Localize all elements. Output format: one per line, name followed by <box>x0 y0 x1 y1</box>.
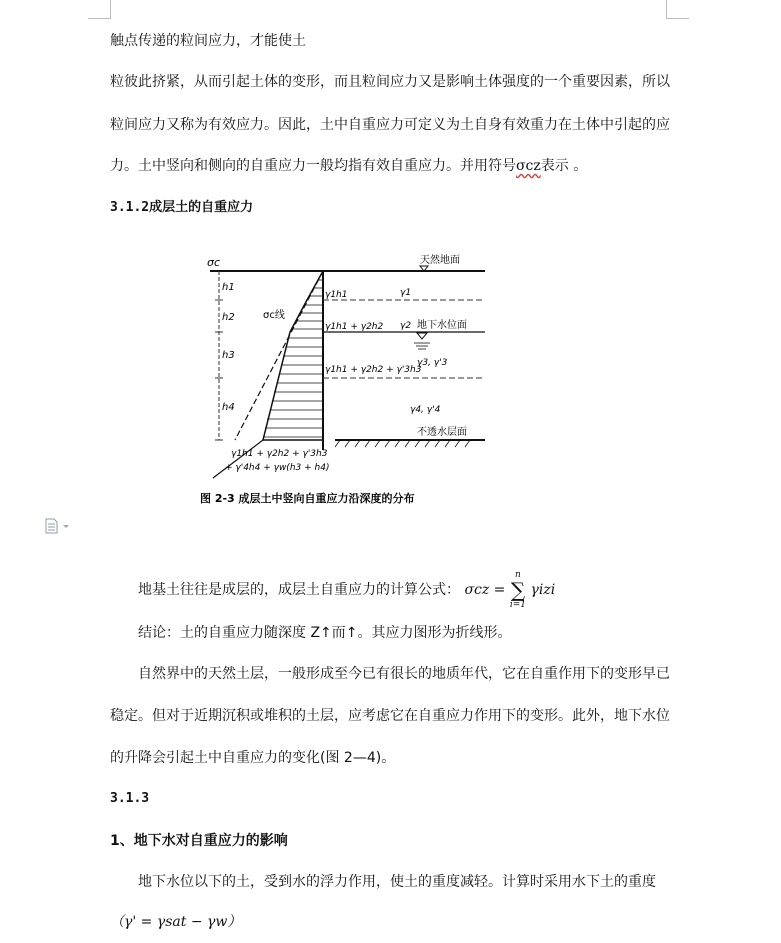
stress-value-4a: γ1h1 + γ2h2 + γ'3h3 <box>231 449 328 459</box>
text-line: 的升降会引起土中自重应力的变化(图 2—4)。 <box>110 750 396 766</box>
impermeable-hatch <box>335 440 470 447</box>
water-ripple-icon <box>414 343 430 349</box>
section-heading-3-1-2: 3.1.2成层土的自重应力 <box>110 200 254 215</box>
unit-weight-4: γ4, γ'4 <box>410 405 441 415</box>
impermeable-label: 不透水层面 <box>417 427 467 438</box>
summation <box>510 570 526 610</box>
text-segment: 表示 。 <box>540 158 588 174</box>
crop-mark-top-left <box>88 0 111 19</box>
section-heading-3-1-3: 3.1.3 <box>110 791 150 806</box>
curve-label: σc线 <box>263 310 285 321</box>
section-heading-groundwater: 1、地下水对自重应力的影响 <box>110 833 288 849</box>
figure-caption: 图 2-3 成层土中竖向自重应力沿深度的分布 <box>200 492 415 505</box>
document-icon[interactable] <box>45 518 73 534</box>
unit-weight-2: γ2 <box>400 321 412 331</box>
unit-weight-formula: （γ' = γsat − γw） <box>110 914 242 930</box>
stress-value-4b: + γ'4h4 + γw(h3 + h4) <box>225 463 330 473</box>
text-line: 触点传递的粒间应力，才能使土 <box>110 33 306 49</box>
text-line: 粒间应力又称为有效应力。因此，土中自重应力可定义为土自身有效重力在土体中引起的应 <box>110 117 670 133</box>
text-line: 稳定。但对于近期沉积或堆积的土层，应考虑它在自重应力作用下的变形。此外，地下水位 <box>110 708 670 724</box>
h4-label: h4 <box>222 402 235 413</box>
text-segment: 力。土中竖向和侧向的自重应力一般均指有效自重应力。并用符号 <box>110 158 516 174</box>
formula-intro: 地基土往往是成层的，成层土自重应力的计算公式： <box>138 582 460 598</box>
unit-weight-1: γ1 <box>400 288 412 298</box>
h1-label: h1 <box>222 282 235 293</box>
water-table-label: 地下水位面 <box>417 320 467 331</box>
stress-value-1: γ1h1 <box>325 290 348 300</box>
stress-value-3: γ1h1 + γ2h2 + γ'3h3 <box>325 365 422 375</box>
sigma-axis-label: σc <box>207 256 221 269</box>
formula-lhs: σcz = <box>464 582 506 598</box>
crop-mark-top-right <box>666 0 689 19</box>
sigma-cz-symbol: σcz <box>516 158 541 174</box>
h3-label: h3 <box>222 350 235 361</box>
text-line: 粒彼此挤紧，从而引起土体的变形，而且粒间应力又是影响土体强度的一个重要因素，所以 <box>110 74 670 90</box>
sum-sign: ∑ <box>510 578 526 602</box>
text-line: 自然界中的天然土层，一般形成至今已有很长的地质年代，它在自重作用下的变形早已 <box>138 666 670 682</box>
sum-upper-limit: n <box>515 570 521 580</box>
text-line: 地下水位以下的土，受到水的浮力作用，使土的重度减轻。计算时采用水下土的重度 <box>138 874 656 890</box>
stress-value-2: γ1h1 + γ2h2 <box>325 322 384 332</box>
unit-weight-3: γ3, γ'3 <box>417 358 448 368</box>
formula-line <box>138 570 555 610</box>
conclusion-line: 结论：土的自重应力随深度 Z↑而↑。其应力图形为折线形。 <box>138 625 512 641</box>
text-line <box>110 157 587 175</box>
sum-lower-limit: i=1 <box>509 600 527 610</box>
water-table-marker-icon <box>417 333 427 339</box>
figure-2-3 <box>195 250 505 515</box>
formula-term: γizi <box>530 582 556 598</box>
h2-label: h2 <box>222 312 235 323</box>
ground-label: 天然地面 <box>420 255 460 266</box>
total-stress-line <box>235 271 323 440</box>
stress-hatching <box>263 280 323 437</box>
